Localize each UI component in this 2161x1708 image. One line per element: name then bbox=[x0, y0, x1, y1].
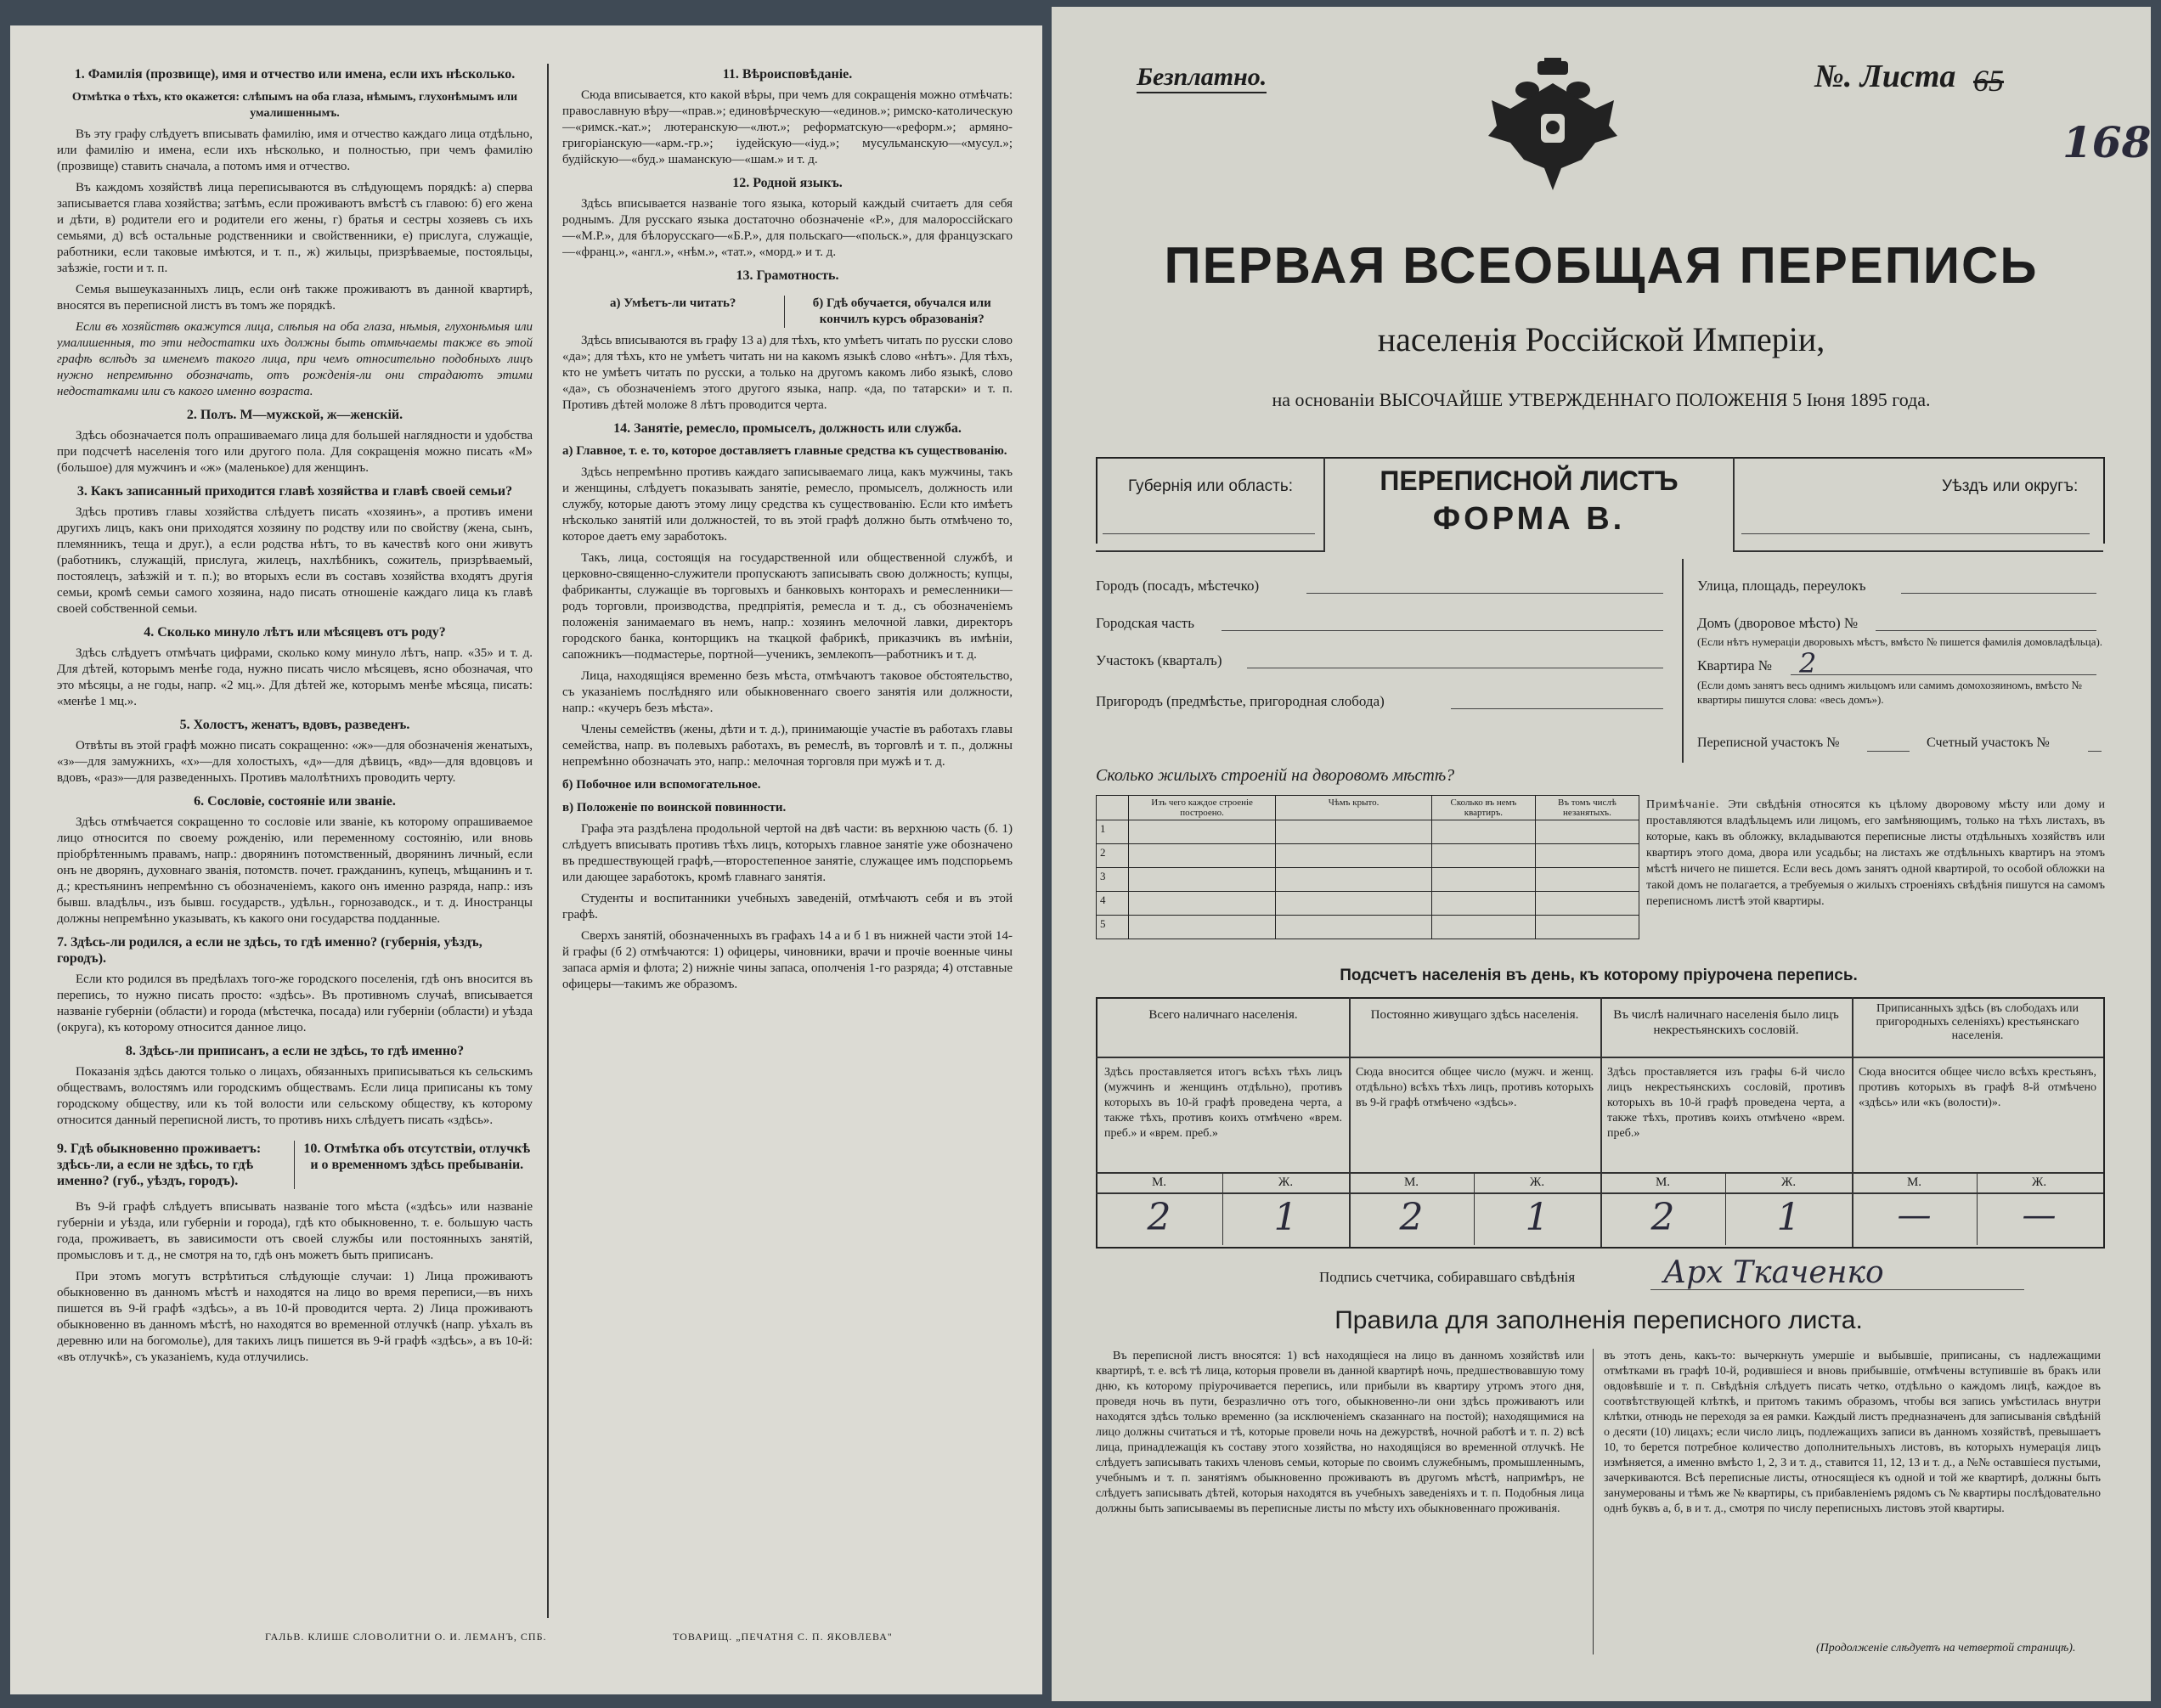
section-1-text: Въ каждомъ хозяйствѣ лица переписываются въ слѣдующемъ порядкѣ: а) сперва записывается глава хозяйства; затѣмъ, если проживаютъ вмѣстѣ съ главою: б) его жена и дѣти, в) родители его и родители его жены, г) братья и сестры хозяевъ съ ихъ семьями, д) всѣ остальные родственники и свойственники, е) прислуга, служащіе, работники, если таковые имѣются, и т. п., ж) жильцы, призрѣваемые, постояльцы, заѣзжіе, гости и т. п. bbox=[57, 181, 533, 275]
house-note: (Если нѣтъ нумераціи дворовыхъ мѣстъ, вмѣсто № пишется фамилія домовладѣльца). bbox=[1697, 635, 2103, 648]
buildings-table-corner bbox=[1097, 796, 1129, 820]
printer-footer-right: ТОВАРИЩ. „ПЕЧАТНЯ С. П. ЯКОВЛЕВА" bbox=[673, 1631, 893, 1643]
sex-label: Ж. bbox=[1529, 1175, 1545, 1189]
section-5-text: Отвѣты въ этой графѣ можно писать сокращенно: «ж»—для обозначенія женатыхъ, «з»—для замужнихъ, «х»—для холостыхъ, «д»—для дѣвицъ, «вд»—для вдовцовъ и вдовъ, «раз»—для разведенныхъ. Противъ малолѣтнихъ проводить черту. bbox=[57, 739, 533, 785]
table-cell[interactable] bbox=[1431, 844, 1535, 868]
buildings-note bbox=[1646, 797, 2105, 910]
census-subtitle: населенія Россійской Имперіи, bbox=[1377, 320, 1825, 358]
table-row-number: 1 bbox=[1097, 820, 1129, 844]
table-cell[interactable] bbox=[1431, 892, 1535, 916]
province-label: Губернія или область: bbox=[1128, 477, 1294, 495]
table-cell[interactable] bbox=[1276, 868, 1432, 892]
section-9-text: Въ 9-й графѣ слѣдуетъ вписывать названіе того мѣста («здѣсь» или названіе губерніи и уѣзда, или губерніи и города), гдѣ кто обыкновенно, т. е. большую часть года, проживаетъ, въ зависимости отъ своей службы или постоянныхъ занятій, промысловъ и т. д., не смотря на то, гдѣ онъ можетъ быть приписанъ. bbox=[57, 1200, 533, 1262]
rules-column-1: Въ переписной листъ вносятся: 1) всѣ находящіеся на лицо въ данномъ хозяйствѣ или квартирѣ, т. е. всѣ тѣ лица, которыя провели въ данной квартирѣ ночь, предшествовавшую тому дню, къ которому пріурочивается перепись, или прибыли въ квартиру утромъ этого дня, проведя ночь въ пути, безразлично отъ того, обыкновенно-ли они здѣсь проживаютъ или находятся здѣсь только временно (за исключеніемъ сказаннаго на постой); находящимися на лицо должны считаться и тѣ, которые провели ночь на дежурствѣ, ночной работѣ и т. п. 2) всѣ лица, принадлежащія къ составу этого хозяйства, но находящіяся во временной отлучкѣ. Не слѣдуетъ записывать такихъ членовъ семьи, которые по своимъ служебнымъ, промышленнымъ, учебнымъ и т. п. занятіямъ обыкновенно проживаютъ въ другомъ мѣстѣ, напримѣръ, не слѣдуетъ записывать дѣтей, которыя находятся въ учебныхъ заведеніяхъ и т. п. Подобныя лица должны быть записываемы въ переписные листы по мѣсту ихъ обыкновеннаго проживанія. bbox=[1096, 1350, 1584, 1515]
rules-divider bbox=[1593, 1349, 1594, 1654]
apartment-label: Квартира № bbox=[1697, 657, 1773, 674]
section-14a-title: а) Главное, т. е. то, которое доставляетъ главные средства къ существованію. bbox=[562, 444, 1007, 458]
block-label: Участокъ (кварталъ) bbox=[1096, 652, 1222, 668]
count-title: Подсчетъ населенія въ день, къ которому пріурочена перепись. bbox=[1340, 967, 1858, 984]
form-header-bottom bbox=[1733, 550, 2103, 552]
table-row-number: 2 bbox=[1097, 844, 1129, 868]
count-description: Сюда вносится общее число (мужч. и женщ. отдѣльно) всѣхъ тѣхъ лицъ, противъ которыхъ въ 9-й графѣ отмѣчено «здѣсь». bbox=[1356, 1066, 1594, 1109]
left-column-1 bbox=[57, 59, 533, 1614]
printer-footer-left: ГАЛЬВ. КЛИШЕ СЛОВОЛИТНИ О. И. ЛЕМАНЪ, СПБ. bbox=[265, 1631, 547, 1643]
street-field[interactable] bbox=[1901, 593, 2096, 594]
sheet-number-handwritten: 168 bbox=[2062, 117, 2152, 167]
table-cell[interactable] bbox=[1128, 868, 1275, 892]
signature-label: Подпись счетчика, собиравшаго свѣдѣнія bbox=[1319, 1269, 1576, 1285]
section-9-text: При этомъ могутъ встрѣтиться слѣдующіе случаи: 1) Лица проживаютъ обыкновенно въ данномъ мѣстѣ и находятся на лицо во время переписи,—въ нихъ пишется въ 9-й графѣ «здѣсь», а въ 10-й проводится черта. 2) Лица проживаютъ обыкновенно въ данномъ мѣстѣ, но находятся во временной отлучкѣ (напр. уѣхалъ въ деревню или на богомолье), для такихъ лицъ пишется въ 9-й графѣ «здѣсь», а въ 10-й: «въ отлучкѣ», съ указаніемъ, куда отлучились. bbox=[57, 1270, 533, 1364]
table-row-number: 4 bbox=[1097, 892, 1129, 916]
table-cell[interactable] bbox=[1431, 820, 1535, 844]
table-cell[interactable] bbox=[1535, 916, 1639, 939]
sex-label: М. bbox=[1655, 1175, 1671, 1189]
section-3-title: 3. Какъ записанный приходится главѣ хозяйства и главѣ своей семьи? bbox=[76, 484, 513, 499]
section-14-title: 14. Занятіе, ремесло, промыселъ, должность или служба. bbox=[613, 421, 962, 436]
street-label: Улица, площадь, переулокъ bbox=[1697, 578, 1866, 594]
section-14-text: Здѣсь непремѣнно противъ каждаго записываемаго лица, какъ мужчины, такъ и женщины, слѣдуетъ показывать занятіе, ремесло, промыселъ, должность или службу, которые даютъ этому лицу средства къ существованію. Если кто имѣетъ нѣсколько занятій или должностей, то въ этой графѣ должно быть отмѣчено то, которое даетъ ему заработокъ. bbox=[562, 465, 1013, 544]
table-cell[interactable] bbox=[1431, 916, 1535, 939]
imperial-eagle-emblem bbox=[1485, 58, 1621, 194]
census-section-field[interactable] bbox=[1867, 751, 1910, 752]
sex-label: М. bbox=[1151, 1175, 1167, 1189]
section-7-text: Если кто родился въ предѣлахъ того-же городского поселенія, гдѣ онъ вносится въ перепись, то нужно писать просто: «здѣсь». Въ противномъ случаѣ, вписывается названіе губерніи (области) и города (мѣстечка, посада) или губерніи (области) и уѣзда (округа), къ которому относится данное лицо. bbox=[57, 972, 533, 1034]
district-field[interactable] bbox=[1741, 533, 2090, 534]
continued-note: (Продолженіе слѣдуетъ на четвертой страницѣ). bbox=[1816, 1642, 2076, 1654]
section-11-text: Сюда вписывается, кто какой вѣры, при чемъ для сокращенія можно отмѣчать: православную вѣру—«прав.»; единовѣрческую—«единов.»; римско-католическую—«римск.-кат.»; лютеранскую—«лют.»; реформатскую—«реформ.»; армяно-григоріанскую—«арм.-гр.»; іудейскую—«іуд.»; мусульманскую—«мусул.»; будійскую—«буд.» шаманскую—«шам.» и т. д. bbox=[562, 88, 1013, 166]
count-header: Постоянно живущаго здѣсь населенія. bbox=[1370, 1008, 1579, 1022]
rules-title: Правила для заполненія переписного листа. bbox=[1334, 1306, 1863, 1334]
table-row-number: 5 bbox=[1097, 916, 1129, 939]
address-divider bbox=[1682, 559, 1684, 763]
section-13b-title: б) Гдѣ обучается, обучался или кончилъ курсъ образованія? bbox=[812, 296, 991, 326]
table-cell[interactable] bbox=[1535, 892, 1639, 916]
section-5-title: 5. Холостъ, женатъ, вдовъ, разведенъ. bbox=[179, 718, 410, 732]
left-column-2 bbox=[562, 59, 1013, 1614]
rules-column-2: въ этотъ день, какъ-то: вычеркнуть умершіе и выбывшіе, приписаны, съ надлежащими отмѣтками въ графѣ 10-й, родившіеся и вновь прибывшіе, отмѣчены вступившіе въ бракъ или овдовѣвшіе и т. п. Свѣдѣнія слѣдуетъ писать четко, отдѣльно о каждомъ лицѣ, каждое въ соотвѣтствующей клѣткѣ, и притомъ такимъ образомъ, чтобы вся запись умѣстилась внутри клѣтки, отнюдь не переходя за ея рамки. Каждый листъ предназначенъ для записыванія свѣдѣній о десяти (10) лицахъ; если число лицъ, подлежащихъ записи въ данномъ хозяйствѣ, превышаетъ 10, то берется потребное количество дополнительныхъ листовъ, въ которыхъ нумерація лицъ измѣняется, а именно вмѣсто 1, 2, 3 и т. д., ставится 11, 12, 13 и т. д., а №№ оставшіеся пустыми, зачеркиваются. Всѣ переписные листы, относящіеся къ одной и той же квартирѣ, должны быть занумерованы и тѣмъ же № квартиры, съ прибавленіемъ рядомъ съ № квартиры послѣдовательно однѣ буквъ а, б, в и т. д., смотря по числу переписныхъ листовъ этой квартиры. bbox=[1604, 1350, 2101, 1515]
house-field[interactable] bbox=[1876, 630, 2096, 631]
count-value: 2 bbox=[1650, 1196, 1675, 1239]
section-14-text: Такъ, лица, состоящія на государственной или общественной службѣ, и церковно-священно-служители пропускаютъ записывать свою должность; купцы, фабриканты, служащіе въ торговыхъ и банковыхъ конторахъ и ремесленники—родъ торговли, производства, предпріятія, ремесла и т. д., съ обозначеніемъ положенія занимаемаго въ немъ, напр.: хозяинъ мелочной лавки, директоръ городского банка, конторщикъ на ткацкой фабрикѣ, приказчикъ въ имѣніи, сапожникъ—подмастерье, портной—ученикъ, землекопъ—работникъ и т. д. bbox=[562, 551, 1013, 662]
section-12-title: 12. Родной языкъ. bbox=[732, 176, 843, 190]
form-header-bottom bbox=[1096, 550, 1325, 552]
table-cell[interactable] bbox=[1535, 844, 1639, 868]
section-14b-title: б) Побочное или вспомогательное. bbox=[562, 778, 761, 792]
sex-label: М. bbox=[1403, 1175, 1419, 1189]
counter-section-field[interactable] bbox=[2088, 751, 2102, 752]
table-cell[interactable] bbox=[1128, 892, 1275, 916]
table-cell[interactable] bbox=[1276, 892, 1432, 916]
column-divider bbox=[547, 64, 549, 1618]
table-row-number: 3 bbox=[1097, 868, 1129, 892]
section-6-title: 6. Сословіе, состояніе или званіе. bbox=[194, 794, 396, 809]
section-1-text: Если въ хозяйствѣ окажутся лица, слѣпыя на оба глаза, нѣмыя, глухонѣмыя или умалишенныя, то эти недостатки ихъ должны быть отмѣчаемы также въ этой графѣ вслѣдъ за именемъ такого лица, при чемъ относительно подобныхъ лицъ нужно непремѣнно обозначать, отъ рожденія-ли они страдаютъ этими недостатками или съ какого именно возраста. bbox=[57, 320, 533, 398]
section-9-title: 9. Гдѣ обыкновенно проживаетъ: здѣсь-ли, а если не здѣсь, то гдѣ именно? (губ., уѣздъ, городъ). bbox=[57, 1141, 295, 1189]
apartment-value: 2 bbox=[1799, 647, 1817, 679]
section-4-title: 4. Сколько минуло лѣтъ или мѣсяцевъ отъ роду? bbox=[144, 625, 446, 640]
list-title: ПЕРЕПИСНОЙ ЛИСТЪ bbox=[1380, 465, 1679, 496]
table-cell[interactable] bbox=[1276, 844, 1432, 868]
count-header: Въ числѣ наличнаго населенія было лицъ некрестьянскихъ сословій. bbox=[1613, 1008, 1839, 1037]
house-label: Домъ (дворовое мѣсто) № bbox=[1697, 615, 1859, 631]
table-cell[interactable] bbox=[1128, 820, 1275, 844]
section-1-text: Семья вышеуказанныхъ лицъ, если онѣ также проживаютъ въ данной квартирѣ, вносятся въ переписной листъ въ томъ же порядкѣ. bbox=[57, 283, 533, 313]
section-14-text: Члены семействъ (жены, дѣти и т. д.), принимающіе участіе въ работахъ главы семейства, напр. въ полевыхъ работахъ, въ ремеслѣ, въ торговлѣ и т. п., должны непремѣнно обозначать это, напр.: мелочная торговля при мужѣ и т. д. bbox=[562, 723, 1013, 769]
city-part-label: Городская часть bbox=[1096, 615, 1194, 631]
section-11-title: 11. Вѣроисповѣданіе. bbox=[722, 67, 853, 82]
count-value: — bbox=[2022, 1196, 2057, 1235]
table-cell[interactable] bbox=[1431, 868, 1535, 892]
table-cell[interactable] bbox=[1128, 916, 1275, 939]
section-3-text: Здѣсь противъ главы хозяйства слѣдуетъ писать «хозяинъ», а противъ имени другихъ лицъ, какъ они приходятся хозяину по родству или по свойству (жена, сынъ, племянникъ, теща и друг.), а если родства нѣтъ, то въ качествѣ кого они живутъ (работникъ, служащій, прислуга, жилецъ, нахлѣбникъ, сожитель, призрѣваемый, постоялецъ, заѣзжій и т. п.); во вторыхъ если въ составъ хозяйства входятъ другія семьи, кромѣ семьи самого хозяина, надо писать отношеніе каждаго лица къ главѣ своей собственной семьи. bbox=[57, 505, 533, 616]
section-2-title: 2. Полъ. М—мужской, ж—женскій. bbox=[186, 408, 403, 422]
buildings-table-header: Въ томъ числѣ незанятыхъ. bbox=[1535, 796, 1639, 820]
census-title: ПЕРВАЯ ВСЕОБЩАЯ ПЕРЕПИСЬ bbox=[1164, 237, 2039, 294]
section-14-text: Студенты и воспитанники учебныхъ заведеній, отмѣчаютъ себя и въ этой графѣ. bbox=[562, 892, 1013, 922]
section-14-text: Лица, находящіяся временно безъ мѣста, отмѣчаютъ таковое обстоятельство, съ указаніемъ послѣдняго или обыкновеннаго своего занятія или должности, напр.: «кучеръ безъ мѣста». bbox=[562, 669, 1013, 715]
section-8-text: Показанія здѣсь даются только о лицахъ, обязанныхъ приписываться къ сельскимъ обществамъ, волостямъ или городскимъ обществамъ. Если лица приписаны къ тому городскому обществу, или къ той волости или сельскому обществу, къ которому относится данный переписной листъ, то противъ нихъ слѣдуетъ писать «здѣсь». bbox=[57, 1065, 533, 1127]
city-field[interactable] bbox=[1306, 593, 1663, 594]
buildings-table-header: Чѣмъ крыто. bbox=[1276, 796, 1432, 820]
section-1-subtitle: Отмѣтка о тѣхъ, кто окажется: слѣпымъ на оба глаза, нѣмымъ, глухонѣмымъ или умалишеннымъ. bbox=[71, 91, 518, 120]
count-value: — bbox=[1897, 1196, 1932, 1235]
sex-label: Ж. bbox=[2031, 1175, 2047, 1189]
table-cell[interactable] bbox=[1276, 916, 1432, 939]
note-title: Примѣчаніе. bbox=[1646, 798, 1720, 811]
enumerator-signature: Арх Ткаченко bbox=[1663, 1255, 1884, 1290]
apartment-note: (Если домъ занятъ весь однимъ жильцомъ или самимъ домохозяиномъ, вмѣсто № квартиры пишутся слова: «весь домъ»). bbox=[1697, 679, 2082, 706]
city-part-field[interactable] bbox=[1222, 630, 1663, 631]
section-12-text: Здѣсь вписывается названіе того языка, который каждый считаетъ для себя роднымъ. Для русскаго языка достаточно обозначеніе «Р.», для малороссійскаго—«М.Р.», для бѣлорусскаго—«Б.Р.», для польскаго—«польск.», для французскаго—«франц.», «англ.», «нѣм.», «тат.», «морд.» и т. д. bbox=[562, 197, 1013, 259]
left-page bbox=[10, 25, 1042, 1694]
section-13-title: 13. Грамотность. bbox=[736, 268, 839, 283]
sex-label: Ж. bbox=[1780, 1175, 1797, 1189]
buildings-table bbox=[1096, 795, 1639, 939]
section-10-title: 10. Отмѣтка объ отсутствіи, отлучкѣ и о временномъ здѣсь пребываніи. bbox=[303, 1141, 531, 1172]
free-label: Безплатно. bbox=[1137, 63, 1267, 93]
count-description: Здѣсь проставляется изъ графы 6-й число лицъ некрестьянскихъ сословій, противъ которыхъ въ 10-й графѣ проведена черта, а также тѣхъ, противъ коихъ отмѣчено «врем. преб.» bbox=[1607, 1066, 1845, 1140]
right-page bbox=[1052, 7, 2151, 1701]
section-4-text: Здѣсь слѣдуетъ отмѣчать цифрами, сколько кому минуло лѣтъ, напр. «35» и т. д. Для дѣтей, которымъ менѣе года, нужно писать число мѣсяцевъ, ясно обозначая, что это мѣсяцы, а не годы, напр. «2 мц.». Для дѣтей же, которымъ менѣе мѣсяца, писать: «менѣе 1 мц.». bbox=[57, 646, 533, 708]
section-13a-title: а) Умѣетъ-ли читать? bbox=[562, 296, 785, 328]
count-value: 1 bbox=[1525, 1196, 1549, 1239]
sheet-number-label: №. Листа bbox=[1814, 59, 1956, 94]
table-cell[interactable] bbox=[1535, 820, 1639, 844]
table-cell[interactable] bbox=[1128, 844, 1275, 868]
sex-label: М. bbox=[1906, 1175, 1922, 1189]
count-description: Сюда вносится общее число всѣхъ крестьянъ, противъ которыхъ въ графѣ 8-й отмѣчено «здѣсь» или «къ (волости)». bbox=[1859, 1066, 2096, 1109]
count-value: 2 bbox=[1147, 1196, 1171, 1239]
signature-line[interactable] bbox=[1650, 1289, 2024, 1290]
district-label: Уѣздъ или округъ: bbox=[1942, 477, 2079, 495]
sex-label: Ж. bbox=[1278, 1175, 1294, 1189]
section-2-text: Здѣсь обозначается полъ опрашиваемаго лица для большей наглядности и удобства при подсчетѣ населенія того или другого пола. Для сокращенія можно писать «М» (большое) для мужчинъ и «ж» (маленькое) для женщинъ. bbox=[57, 429, 533, 475]
counter-section-label: Счетный участокъ № bbox=[1927, 736, 2050, 750]
form-title: ФОРМА В. bbox=[1432, 501, 1626, 537]
section-14-text: Графа эта раздѣлена продольной чертой на двѣ части: въ верхнюю часть (б. 1) слѣдуетъ вписывать противъ тѣхъ лицъ, которыхъ главное занятіе уже обозначено въ предшествующей графѣ,—второстепенное занятіе, служащее имъ подспорьемъ или дающее заработокъ, кромѣ главнаго занятія. bbox=[562, 822, 1013, 884]
table-cell[interactable] bbox=[1276, 820, 1432, 844]
count-description: Здѣсь проставляется итогъ всѣхъ тѣхъ лицъ (мужчинъ и женщинъ отдѣльно), противъ которыхъ въ 10-й графѣ проведена черта, а также тѣхъ, противъ коихъ отмѣчено «врем. преб.» и «врем. преб.» bbox=[1104, 1066, 1342, 1140]
sheet-number-crossed: 65 bbox=[1973, 64, 2004, 98]
city-label: Городъ (посадъ, мѣстечко) bbox=[1096, 578, 1260, 594]
count-row-divider bbox=[1096, 1057, 2103, 1058]
section-8-title: 8. Здѣсь-ли приписанъ, а если не здѣсь, то гдѣ именно? bbox=[125, 1044, 465, 1058]
section-14c-title: в) Положеніе по воинской повинности. bbox=[562, 801, 787, 815]
buildings-table-header: Сколько въ немъ квартиръ. bbox=[1431, 796, 1535, 820]
table-cell[interactable] bbox=[1535, 868, 1639, 892]
census-legal-basis: на основаніи ВЫСОЧАЙШЕ УТВЕРЖДЕННАГО ПОЛОЖЕНІЯ 5 Іюня 1895 года. bbox=[1272, 389, 1931, 410]
count-row-divider bbox=[1096, 1192, 2103, 1194]
census-section-label: Переписной участокъ № bbox=[1697, 736, 1840, 750]
section-13-text: Здѣсь вписываются въ графу 13 а) для тѣхъ, кто умѣетъ читать по русски слово «да»; для тѣхъ, кто не умѣетъ читать ни на какомъ языкѣ слово «нѣтъ». Для тѣхъ, кто не умѣетъ читать по русски, а только на другомъ какомъ либо языкѣ, слово «да», съ обозначеніемъ этого другого языка, напр. «да, по татарски» и т. п. Противъ дѣтей моложе 8 лѣтъ проводится черта. bbox=[562, 334, 1013, 412]
note-text: Эти свѣдѣнія относятся къ цѣлому дворовому мѣсту или дому и проставляются владѣльцемъ или лицомъ, его замѣняющимъ, только на тѣхъ листахъ, въ которые, какъ въ обложку, вкладываются переписные листы отдѣльныхъ хозяйствъ или квартиръ этого дома, двора или усадьбы; на листахъ же отдѣльныхъ квартиръ на этомъ мѣстѣ ничего не пишется. Если весь домъ занятъ одной квартирой, то особой обложки на такой домъ не полагается, а требуемыя о жилыхъ строеніяхъ свѣдѣнія пишутся на самомъ переписномъ листѣ этой квартиры. bbox=[1646, 798, 2105, 908]
section-14-text: Сверхъ занятій, обозначенныхъ въ графахъ 14 а и б 1 въ нижней части этой 14-й графы (б 2) отмѣчаются: 1) офицеры, чиновники, врачи и прочіе военные чины запаса армія и флота; 2) нижніе чины запаса, ополченія 1-го разряда; 4) отставные офицеры—такимъ же образомъ. bbox=[562, 929, 1013, 991]
buildings-question: Сколько жилыхъ строеній на дворовомъ мѣстѣ? bbox=[1096, 766, 1455, 785]
section-1-text: Въ эту графу слѣдуетъ вписывать фамилію, имя и отчество каждаго лица отдѣльно, или фамилію и имена, если ихъ нѣсколько, и полностью, при чемъ фамилію (прозвище) ставить сначала, а потомъ имя и отчество. bbox=[57, 127, 533, 173]
count-value: 1 bbox=[1273, 1196, 1298, 1239]
form-header-divider bbox=[1733, 457, 1735, 550]
buildings-table-header: Изъ чего каждое строеніе построено. bbox=[1128, 796, 1275, 820]
count-value: 1 bbox=[1776, 1196, 1801, 1239]
section-7-title: 7. Здѣсь-ли родился, а если не здѣсь, то гдѣ именно? (губернія, уѣздъ, городъ). bbox=[57, 935, 482, 966]
suburb-field[interactable] bbox=[1451, 708, 1663, 709]
count-row-divider bbox=[1096, 1172, 2103, 1174]
count-value: 2 bbox=[1399, 1196, 1424, 1239]
suburb-label: Пригородъ (предмѣстье, пригородная слобода) bbox=[1096, 693, 1385, 709]
count-header: Всего наличнаго населенія. bbox=[1148, 1008, 1298, 1022]
province-field[interactable] bbox=[1103, 533, 1315, 534]
count-header: Приписанныхъ здѣсь (въ слободахъ или пригородныхъ селеніяхъ) крестьянскаго населенія. bbox=[1876, 1002, 2079, 1042]
section-1-title: 1. Фамилія (прозвище), имя и отчество или имена, если ихъ нѣсколько. bbox=[74, 67, 516, 82]
apartment-field[interactable] bbox=[1791, 674, 2096, 675]
section-6-text: Здѣсь отмѣчается сокращенно то сословіе или званіе, къ которому опрашиваемое лицо относится по своему рожденію, или переменному состоянію, или вновь пріобрѣтеннымъ правамъ, напр.: дворянинъ потомственный, дворянинъ личный, если онъ не дворянъ, духовнаго званія, потомств. почет. гражданинъ, купецъ, мѣщанинъ и т. д.; крестьянинъ непремѣнно съ обозначеніемъ, какого онъ именно разряда, напр.: изъ бывш. владѣльч., изъ бывш. государств., удѣльн., горнозаводск., и т. д. Иностранцы должны непремѣнно указывать, къ какого они государства подданные. bbox=[57, 815, 533, 926]
